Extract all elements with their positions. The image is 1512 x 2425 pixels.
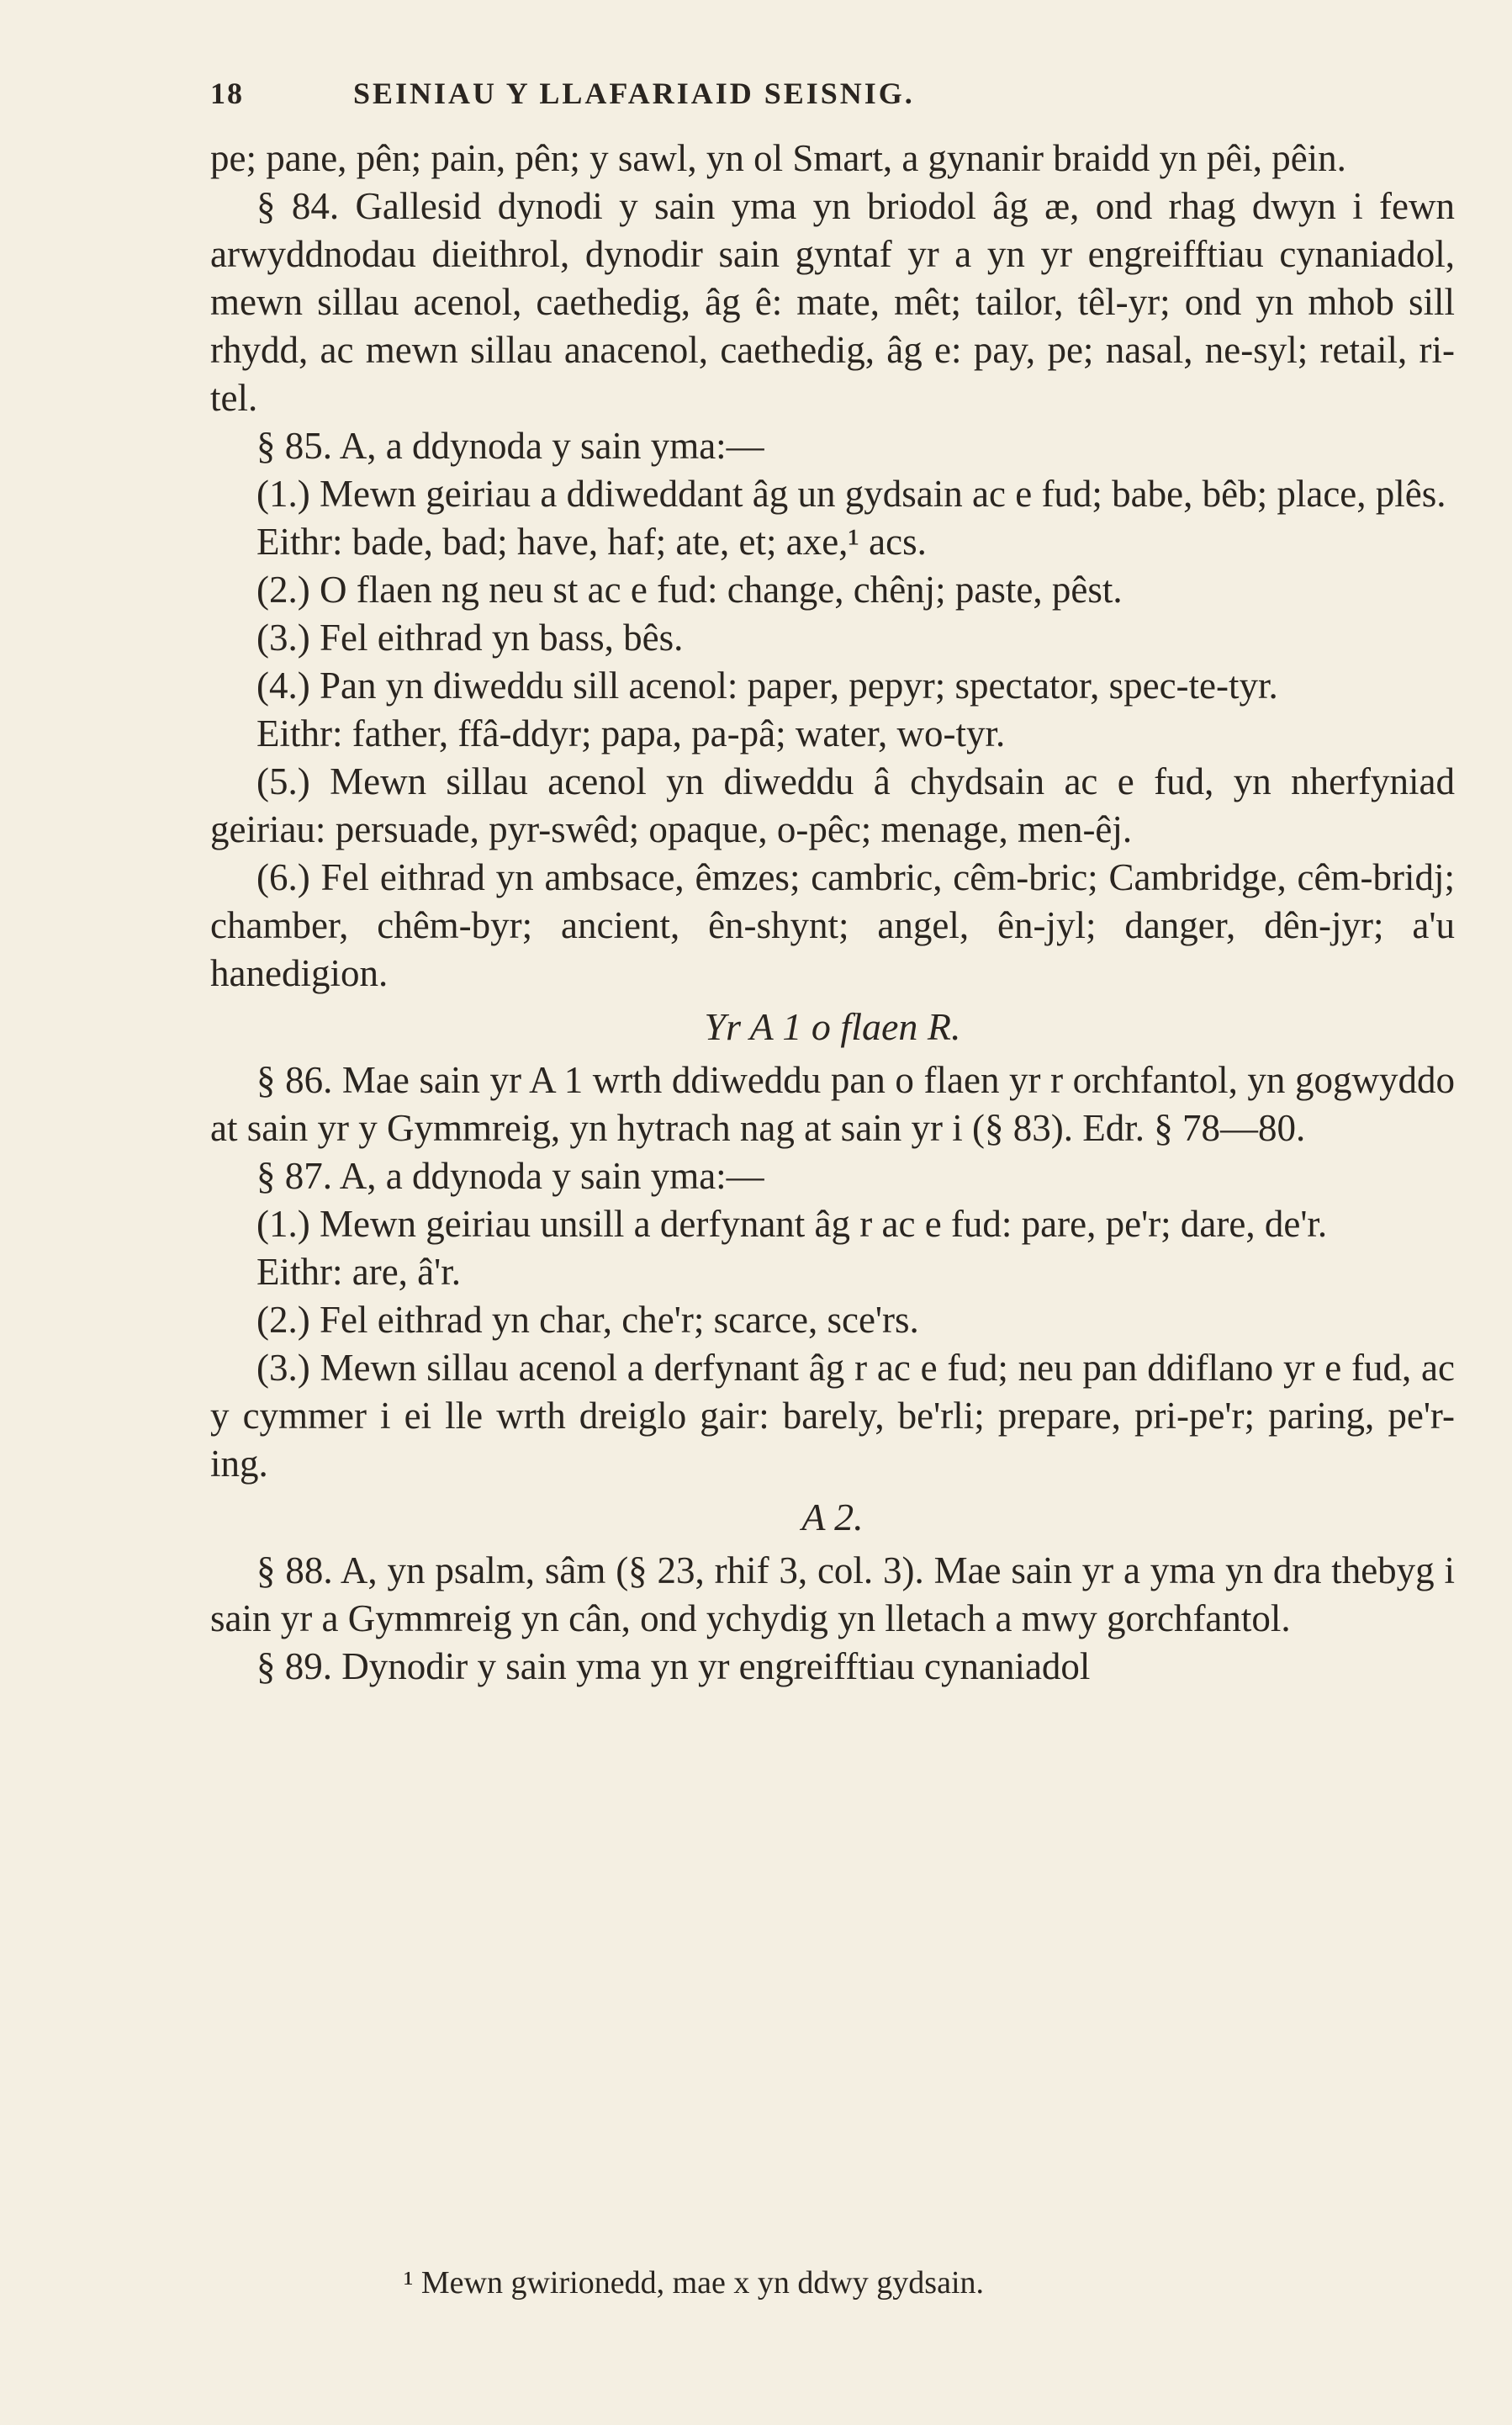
paragraph: § 89. Dynodir y sain yma yn yr engreifftiau cynaniadol — [256, 1645, 1091, 1687]
paragraph: § 87. A, a ddynoda y sain yma:— — [256, 1155, 764, 1197]
paragraph: (5.) Mewn sillau acenol yn diweddu â chydsain ac e fud, yn nherfyniad geiriau: persuade, pyr-swêd; opaque, o-pêc; menage, men-êj. — [210, 760, 1455, 850]
running-title: SEINIAU Y LLAFARIAID SEISNIG. — [353, 77, 915, 110]
paragraph: (1.) Mewn geiriau unsill a derfynant âg r ac e fud: pare, pe'r; dare, de'r. — [256, 1203, 1328, 1245]
text-body — [210, 135, 1455, 1691]
paragraph: (4.) Pan yn diweddu sill acenol: paper, pepyr; spectator, spec-te-tyr. — [256, 664, 1278, 707]
paragraph: (3.) Fel eithrad yn bass, bês. — [256, 617, 684, 659]
paragraph: pe; pane, pên; pain, pên; y sawl, yn ol Smart, a gynanir braidd yn pêi, pêin. — [210, 137, 1346, 179]
footnote: ¹ Mewn gwirionedd, mae x yn ddwy gydsain. — [404, 2265, 985, 2301]
paragraph: Eithr: are, â'r. — [256, 1251, 461, 1293]
paragraph: § 85. A, a ddynoda y sain yma:— — [256, 425, 764, 467]
paragraph: (2.) O flaen ng neu st ac e fud: change, chênj; paste, pêst. — [256, 569, 1123, 611]
page-number: 18 — [210, 77, 244, 110]
section-heading: A 2. — [801, 1496, 864, 1538]
running-head — [210, 76, 1453, 135]
paragraph: Eithr: bade, bad; have, haf; ate, et; axe,¹ acs. — [256, 521, 927, 563]
paragraph: (3.) Mewn sillau acenol a derfynant âg r ac e fud; neu pan ddiflano yr e fud, ac y cymmer i ei lle wrth dreiglo gair: barely, be'rli; prepare, pri-pe'r; paring, pe'r-ing. — [210, 1347, 1455, 1485]
paragraph: (2.) Fel eithrad yn char, che'r; scarce, sce'rs. — [256, 1299, 919, 1341]
section-heading: Yr A 1 o flaen R. — [704, 1005, 961, 1048]
paragraph: § 88. A, yn psalm, sâm (§ 23, rhif 3, col. 3). Mae sain yr a yma yn dra thebyg i sain yr a Gymmreig yn cân, ond ychydig yn lletach a mwy gorchfantol. — [210, 1549, 1455, 1639]
paragraph: § 84. Gallesid dynodi y sain yma yn briodol âg æ, ond rhag dwyn i fewn arwyddnodau dieithrol, dynodir sain gyntaf yr a yn yr engreifftiau cynaniadol, mewn sillau acenol, caethedig, âg ê: mate, mêt; tailor, têl-yr; ond yn mhob sill rhydd, ac mewn sillau anacenol, caethedig, âg e: pay, pe; nasal, ne-syl; retail, ri-tel. — [210, 185, 1455, 419]
paragraph: § 86. Mae sain yr A 1 wrth ddiweddu pan o flaen yr r orchfantol, yn gogwyddo at sain yr y Gymmreig, yn hytrach nag at sain yr i (§ 83). Edr. § 78—80. — [210, 1059, 1455, 1149]
paragraph: Eithr: father, ffâ-ddyr; papa, pa-pâ; water, wo-tyr. — [256, 712, 1006, 755]
paragraph: (1.) Mewn geiriau a ddiweddant âg un gydsain ac e fud; babe, bêb; place, plês. — [256, 473, 1446, 515]
paragraph: (6.) Fel eithrad yn ambsace, êmzes; cambric, cêm-bric; Cambridge, cêm-bridj; chamber, chêm-byr; ancient, ên-shynt; angel, ên-jyl; danger, dên-jyr; a'u hanedigion. — [210, 856, 1455, 994]
